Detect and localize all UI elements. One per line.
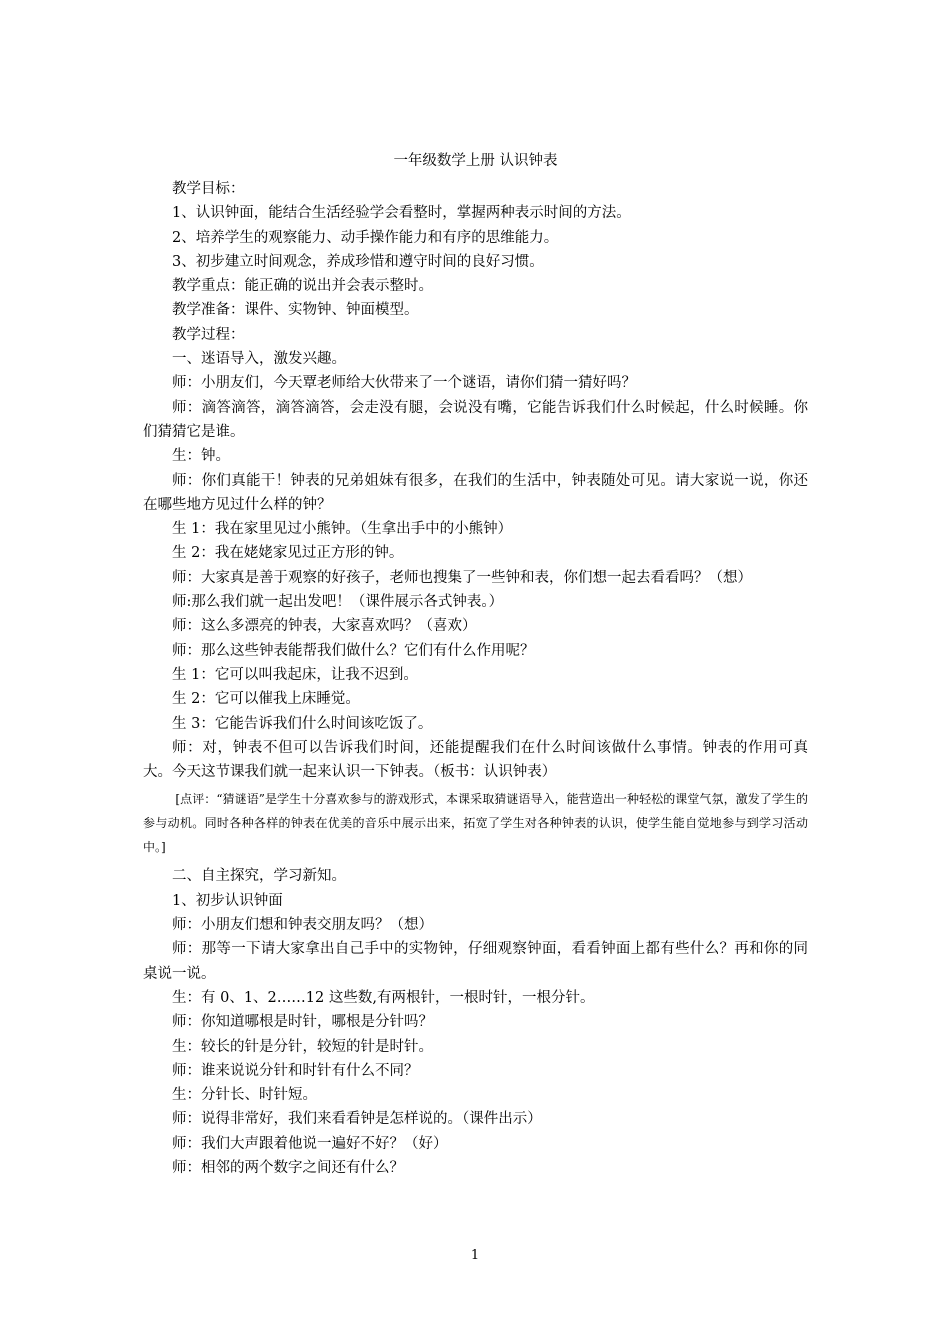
paragraph: 生 1：它可以叫我起床，让我不迟到。 xyxy=(172,666,418,683)
paragraph: 2、培养学生的观察能力、动手操作能力和有序的思维能力。 xyxy=(172,229,559,246)
document-title: 一年级数学上册 认识钟表 xyxy=(393,153,558,169)
teaching-comment: [点评：“猜谜语”是学生十分喜欢参与的游戏形式，本课采取猜谜语导入，能营造出一种轻松的课堂气氛，激发了学生的参与动机。同时各种各样的钟表在优美的音乐中展示出来，拓宽了学生对各种钟表的认识，使学生能自觉地参与到学习活动中。] xyxy=(143,792,808,855)
paragraph: 教学重点：能正确的说出并会表示整时。 xyxy=(172,278,433,295)
page-number: 1 xyxy=(470,1248,480,1263)
paragraph: 师：那么这些钟表能帮我们做什么？它们有什么作用呢？ xyxy=(172,642,535,659)
paragraph: 生：有 0、1、2……12 这些数,有两根针，一根时针，一根分针。 xyxy=(172,989,595,1006)
paragraph: 生：分针长、时针短。 xyxy=(172,1087,317,1104)
paragraph: 师：滴答滴答，滴答滴答，会走没有腿，会说没有嘴，它能告诉我们什么时候起，什么时候睡。你们猜猜它是谁。 xyxy=(143,399,808,440)
paragraph: 师：谁来说说分针和时针有什么不同？ xyxy=(172,1062,419,1079)
paragraph: 1、认识钟面，能结合生活经验学会看整时，掌握两种表示时间的方法。 xyxy=(172,205,631,222)
paragraph: 师：相邻的两个数字之间还有什么？ xyxy=(172,1159,404,1176)
paragraph: 师：小朋友们想和钟表交朋友吗？（想） xyxy=(172,917,433,934)
paragraph: 师：这么多漂亮的钟表，大家喜欢吗？（喜欢） xyxy=(172,618,477,635)
paragraph: 师：对，钟表不但可以告诉我们时间，还能提醒我们在什么时间该做什么事情。钟表的作用可真大。今天这节课我们就一起来认识一下钟表。（板书：认识钟表） xyxy=(143,739,808,781)
paragraph: 生 1：我在家里见过小熊钟。（生拿出手中的小熊钟） xyxy=(172,521,513,538)
paragraph: 生 2：我在姥姥家见过正方形的钟。 xyxy=(172,545,404,562)
paragraph: 师：小朋友们，今天覃老师给大伙带来了一个谜语，请你们猜一猜好吗？ xyxy=(172,375,636,392)
paragraph: 二、自主探究，学习新知。 xyxy=(172,868,346,885)
paragraph: 师：说得非常好，我们来看看钟是怎样说的。（课件出示） xyxy=(172,1111,542,1128)
paragraph: 生：较长的针是分针，较短的针是时针。 xyxy=(172,1038,433,1055)
paragraph: 一、迷语导入，激发兴趣。 xyxy=(172,351,346,368)
paragraph: 师：你们真能干！钟表的兄弟姐妹有很多，在我们的生活中，钟表随处可见。请大家说一说，你还在哪些地方见过什么样的钟？ xyxy=(143,472,808,513)
document-body xyxy=(143,151,808,1180)
paragraph: 1、初步认识钟面 xyxy=(172,892,283,909)
paragraph: 师:那么我们就一起出发吧！（课件展示各式钟表。） xyxy=(172,594,504,611)
paragraph: 师：那等一下请大家拿出自己手中的实物钟，仔细观察钟面，看看钟面上都有些什么？再和你的同桌说一说。 xyxy=(143,941,808,982)
paragraph: 师：你知道哪根是时针，哪根是分针吗？ xyxy=(172,1014,433,1031)
paragraph: 3、初步建立时间观念，养成珍惜和遵守时间的良好习惯。 xyxy=(172,253,544,270)
paragraph: 师：我们大声跟着他说一遍好不好？（好） xyxy=(172,1135,448,1152)
paragraph: 教学过程： xyxy=(172,326,245,343)
paragraph: 师：大家真是善于观察的好孩子，老师也搜集了一些钟和表，你们想一起去看看吗？（想） xyxy=(172,569,752,586)
paragraph: 生：钟。 xyxy=(172,448,230,465)
paragraph: 教学准备：课件、实物钟、钟面模型。 xyxy=(172,302,419,319)
paragraph: 生 3：它能告诉我们什么时间该吃饭了。 xyxy=(172,715,433,732)
paragraph: 生 2：它可以催我上床睡觉。 xyxy=(172,691,360,708)
paragraph: 教学目标： xyxy=(172,181,245,197)
